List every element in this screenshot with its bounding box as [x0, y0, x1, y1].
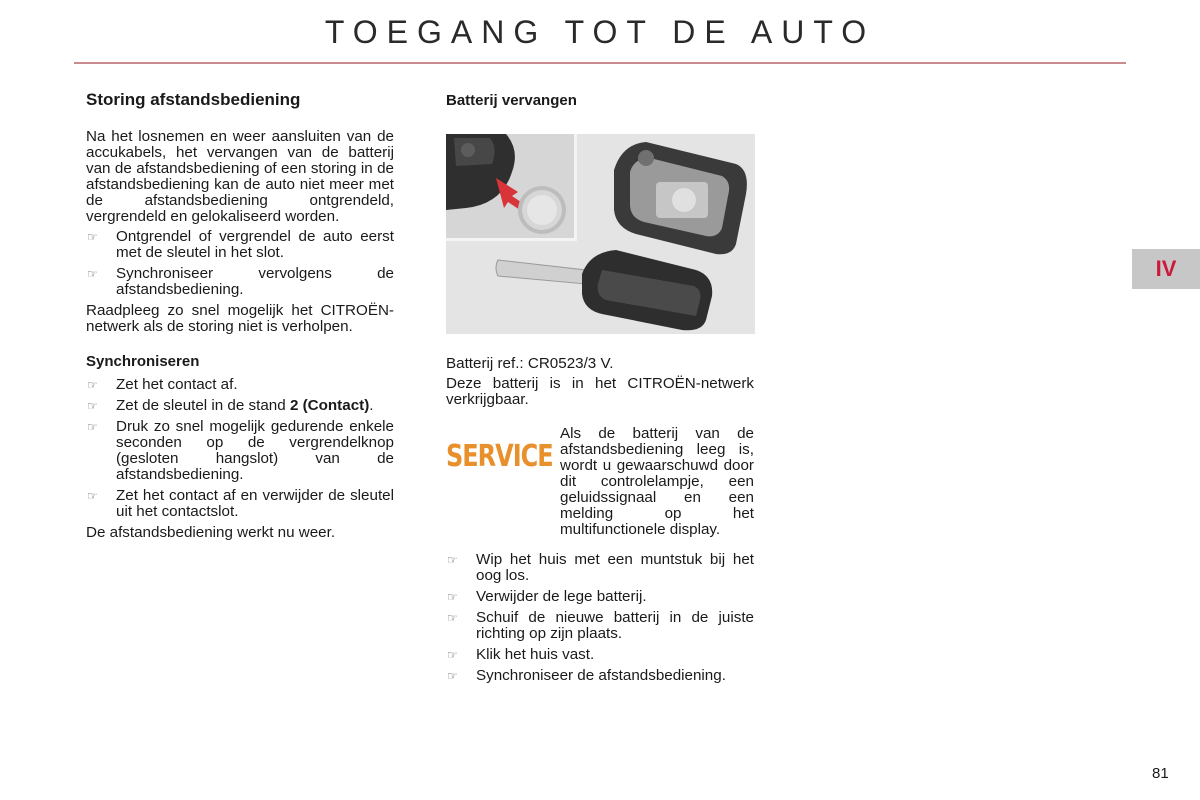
list-item: ☞ Druk zo snel mogelijk gedurende enkele seconden op de vergrendelknop (gesloten hangslot) van de afstandsbediening.: [87, 418, 394, 483]
pointing-hand-icon: ☞: [447, 590, 458, 604]
page-title: TOEGANG TOT DE AUTO: [324, 14, 876, 50]
battery-step-list: [446, 552, 754, 684]
pointing-hand-icon: ☞: [87, 267, 98, 281]
list-item: ☞ Ontgrendel of vergrendel de auto eerst met de sleutel in het slot.: [87, 228, 394, 261]
middle-column: [446, 92, 754, 689]
sync-step-list: [86, 377, 394, 520]
closing-paragraph: De afstandsbediening werkt nu weer.: [86, 524, 336, 541]
battery-reference: Batterij ref.: CR0523/3 V.: [446, 355, 614, 372]
list-item: ☞ Synchroniseer vervolgens de afstandsbediening.: [87, 265, 394, 298]
list-item: ☞ Synchroniseer de afstandsbediening.: [447, 667, 726, 684]
pointing-hand-icon: ☞: [447, 669, 458, 683]
subheading-replace-battery: Batterij vervangen: [446, 92, 577, 109]
list-item: ☞ Schuif de nieuwe batterij in de juiste richting op zijn plaats.: [447, 609, 754, 642]
list-item: ☞ Zet het contact af en verwijder de sleutel uit het contactslot.: [87, 487, 394, 520]
pointing-hand-icon: ☞: [447, 611, 458, 625]
advice-paragraph: Raadpleeg zo snel mogelijk het CITROËN-netwerk als de storing niet is verholpen.: [86, 302, 394, 335]
title-divider: [74, 62, 1126, 64]
service-warning-block: [446, 426, 754, 538]
page-number: 81: [1152, 765, 1169, 782]
section-heading-remote-fault: Storing afstandsbediening: [86, 90, 301, 109]
battery-availability: Deze batterij is in het CITROËN-netwerk verkrijgbaar.: [446, 375, 754, 408]
list-item: ☞ Zet de sleutel in de stand 2 (Contact).: [87, 397, 374, 414]
pointing-hand-icon: ☞: [87, 489, 98, 503]
list-item: ☞ Klik het huis vast.: [447, 646, 595, 663]
pointing-hand-icon: ☞: [87, 399, 98, 413]
pointing-hand-icon: ☞: [87, 230, 98, 244]
intro-paragraph: Na het losnemen en weer aansluiten van de accukabels, het vervangen van de batterij van de afstandsbediening of een storing in de afstandsbediening kan de auto niet meer met de afstandsbediening ontgrendeld, vergrendeld en gelokaliseerd worden.: [86, 128, 394, 225]
pointing-hand-icon: ☞: [87, 378, 98, 392]
key-battery-illustration: [446, 134, 755, 334]
list-item: ☞ Verwijder de lege batterij.: [447, 588, 647, 605]
left-column: [86, 90, 394, 545]
service-warning-icon: SERVICE: [446, 438, 553, 474]
remote-key-image: [446, 134, 755, 334]
pointing-hand-icon: ☞: [447, 553, 458, 567]
chapter-tab: IV: [1132, 249, 1200, 289]
fault-bullet-list: [86, 229, 394, 298]
subheading-synchronise: Synchroniseren: [86, 353, 200, 370]
service-warning-text: Als de batterij van de afstandsbediening leeg is, wordt u gewaarschuwd door dit controlelampje, een geluidssignaal en een melding op het multifunctionele display.: [560, 425, 754, 538]
pointing-hand-icon: ☞: [447, 648, 458, 662]
list-item: ☞ Zet het contact af.: [87, 376, 238, 393]
pointing-hand-icon: ☞: [87, 420, 98, 434]
list-item: ☞ Wip het huis met een muntstuk bij het oog los.: [447, 551, 754, 584]
